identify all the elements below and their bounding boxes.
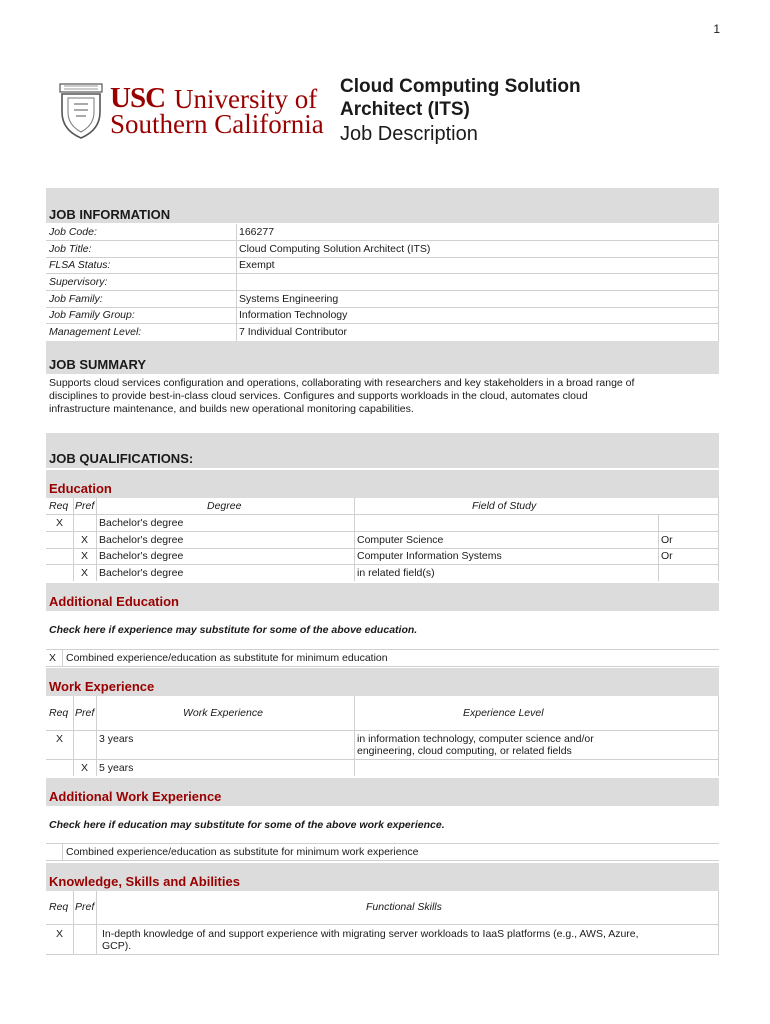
divider — [46, 531, 719, 532]
divider — [46, 548, 719, 549]
logo-university-of: University of — [174, 84, 318, 114]
job-family-group-label: Job Family Group: — [49, 309, 135, 321]
education-row-pref: X — [81, 534, 89, 546]
additional-work-check-text: Check here if education may substitute for some of the above work experience. — [49, 819, 445, 831]
job-family-label: Job Family: — [49, 293, 103, 305]
divider — [73, 696, 74, 776]
job-info-heading: JOB INFORMATION — [49, 207, 171, 222]
job-code-label: Job Code: — [49, 226, 97, 238]
ksa-row-skill: GCP). — [102, 940, 132, 952]
job-summary-line: Supports cloud services configuration and operations, collaborating with researchers and key stakeholders in a broad range of — [49, 377, 635, 389]
education-band — [46, 470, 719, 498]
job-family-group-value: Information Technology — [239, 309, 348, 321]
ksa-row-skill: In-depth knowledge of and support experience with migrating server workloads to IaaS platforms (e.g., AWS, Azure, — [102, 928, 639, 940]
usc-logo — [58, 82, 333, 140]
divider — [46, 649, 719, 650]
flsa-status-value: Exempt — [239, 259, 275, 271]
education-row-field: Computer Information Systems — [357, 550, 502, 562]
education-row-conj: Or — [661, 550, 673, 562]
additional-work-heading: Additional Work Experience — [49, 789, 222, 804]
ksa-col-skills: Functional Skills — [366, 901, 442, 913]
education-heading: Education — [49, 481, 112, 496]
logo-usc: USC — [110, 82, 166, 114]
job-summary-band — [46, 341, 719, 374]
divider — [62, 649, 63, 666]
education-row-req: X — [56, 517, 64, 529]
divider — [718, 498, 719, 581]
divider — [46, 843, 719, 844]
education-row-field: in related field(s) — [357, 567, 435, 579]
document-title-line2: Architect (ITS) — [340, 99, 470, 120]
divider — [46, 257, 719, 258]
work-row-req: X — [56, 733, 64, 745]
divider — [73, 891, 74, 954]
divider — [46, 514, 719, 515]
ksa-col-pref: Pref — [75, 901, 95, 913]
page-number: 1 — [713, 22, 720, 36]
job-title-value: Cloud Computing Solution Architect (ITS) — [239, 243, 431, 255]
divider — [73, 498, 74, 581]
usc-seal-icon — [58, 82, 104, 140]
management-level-label: Management Level: — [49, 326, 142, 338]
divider — [46, 759, 719, 760]
job-summary-line: disciplines to provide best-in-class cloud services. Configures and supports workloads in the cloud, automates cloud — [49, 390, 588, 402]
divider — [46, 860, 719, 861]
additional-work-option: Combined experience/education as substitute for minimum work experience — [66, 846, 419, 858]
divider — [96, 696, 97, 776]
education-row-degree: Bachelor's degree — [99, 567, 184, 579]
job-code-value: 166277 — [239, 226, 275, 238]
divider — [658, 514, 659, 581]
divider — [46, 924, 719, 925]
divider — [46, 307, 719, 308]
education-row-degree: Bachelor's degree — [99, 550, 184, 562]
divider — [96, 891, 97, 954]
document-subtitle: Job Description — [340, 123, 478, 145]
divider — [354, 696, 355, 776]
divider — [46, 730, 719, 731]
divider — [46, 954, 719, 955]
additional-education-option: Combined experience/education as substitute for minimum education — [66, 652, 388, 664]
additional-education-heading: Additional Education — [49, 594, 179, 609]
additional-education-check-text: Check here if experience may substitute for some of the above education. — [49, 624, 418, 636]
ksa-row-req: X — [56, 928, 64, 940]
work-row-pref: X — [81, 762, 89, 774]
education-col-field: Field of Study — [472, 500, 537, 512]
divider — [96, 498, 97, 581]
divider — [354, 498, 355, 581]
education-row-conj: Or — [661, 534, 673, 546]
work-col-experience: Work Experience — [183, 707, 263, 719]
ksa-heading: Knowledge, Skills and Abilities — [49, 874, 240, 889]
education-col-pref: Pref — [75, 500, 95, 512]
divider — [46, 666, 719, 667]
logo-southern-california: Southern California — [110, 109, 324, 139]
work-col-req: Req — [49, 707, 69, 719]
additional-education-checkbox[interactable]: X — [49, 652, 57, 664]
divider — [236, 224, 237, 341]
divider — [718, 224, 719, 341]
divider — [46, 564, 719, 565]
ksa-col-req: Req — [49, 901, 69, 913]
divider — [46, 240, 719, 241]
work-col-pref: Pref — [75, 707, 95, 719]
divider — [46, 273, 719, 274]
job-summary-line: infrastructure maintenance, and builds new operational monitoring capabilities. — [49, 403, 414, 415]
flsa-status-label: FLSA Status: — [49, 259, 111, 271]
work-row-years: 5 years — [99, 762, 134, 774]
divider — [718, 696, 719, 776]
management-level-value: 7 Individual Contributor — [239, 326, 347, 338]
work-row-level: in information technology, computer science and/or — [357, 733, 594, 745]
job-family-value: Systems Engineering — [239, 293, 339, 305]
education-row-pref: X — [81, 550, 89, 562]
education-row-degree: Bachelor's degree — [99, 534, 184, 546]
divider — [46, 323, 719, 324]
supervisory-label: Supervisory: — [49, 276, 108, 288]
qualifications-heading: JOB QUALIFICATIONS: — [49, 451, 194, 466]
education-row-field: Computer Science — [357, 534, 444, 546]
work-col-level: Experience Level — [463, 707, 544, 719]
job-summary-heading: JOB SUMMARY — [49, 357, 147, 372]
work-row-years: 3 years — [99, 733, 134, 745]
divider — [718, 891, 719, 954]
education-col-req: Req — [49, 500, 69, 512]
divider — [46, 290, 719, 291]
education-row-pref: X — [81, 567, 89, 579]
divider — [62, 843, 63, 860]
work-row-level: engineering, cloud computing, or related fields — [357, 745, 572, 757]
education-col-degree: Degree — [207, 500, 242, 512]
work-experience-heading: Work Experience — [49, 679, 155, 694]
document-title-line1: Cloud Computing Solution — [340, 76, 581, 97]
education-row-degree: Bachelor's degree — [99, 517, 184, 529]
job-title-label: Job Title: — [49, 243, 92, 255]
